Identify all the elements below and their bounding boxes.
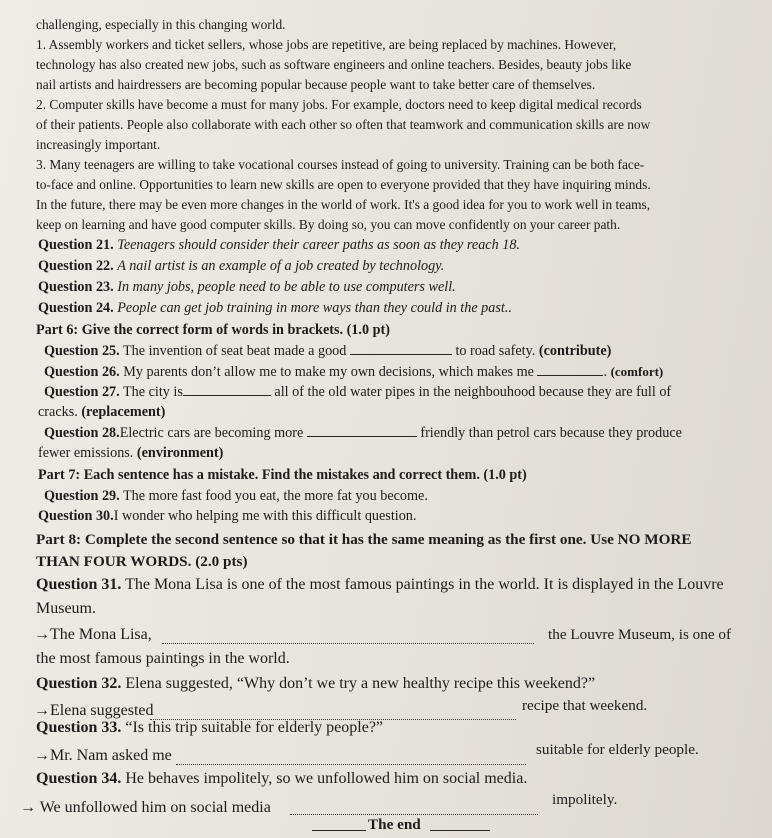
- answer-blank-27[interactable]: [183, 394, 271, 396]
- answer-blank-25[interactable]: [350, 353, 452, 355]
- question-number: Question 21.: [38, 237, 114, 253]
- question-32: [36, 676, 772, 692]
- question-text: In many jobs, people need to be able to use computers well.: [117, 279, 456, 295]
- answer-blank-26[interactable]: [537, 374, 603, 376]
- question-22: [38, 259, 772, 273]
- question-23: [38, 280, 772, 294]
- question-33: [36, 720, 772, 736]
- part-6-heading: Part 6: Give the correct form of words in brackets. (1.0 pt): [36, 322, 390, 338]
- the-end-label: The end: [368, 816, 421, 833]
- part-8-heading: Part 8: Complete the second sentence so that it has the same meaning as the first one. Use NO MORE: [36, 531, 692, 548]
- answer-field-34[interactable]: [290, 813, 538, 815]
- passage-line: of their patients. People also collaborate with each other so often that teamwork and communication skills are now: [36, 117, 651, 132]
- question-text: A nail artist is an example of a job created by technology.: [117, 258, 445, 274]
- answer-field-31[interactable]: [162, 642, 534, 644]
- question-number: Question 22.: [38, 258, 114, 274]
- question-number: Question 26.: [44, 364, 120, 380]
- question-text: I wonder who helping me with this difficult question.: [113, 508, 417, 524]
- q32-answer-lead: →Elena suggested: [34, 702, 154, 719]
- passage-line: 1. Assembly workers and ticket sellers, whose jobs are repetitive, are being replaced by machines. However,: [36, 37, 617, 52]
- question-text: Electric cars are becoming more: [119, 425, 304, 441]
- question-29: [44, 489, 772, 503]
- passage-line: nail artists and hairdressers are becoming popular because people want to take better care of themselves.: [36, 77, 596, 92]
- question-text: .: [603, 364, 608, 380]
- question-text: People can get job training in more ways than they could in the past..: [117, 300, 512, 316]
- q34-answer-tail: impolitely.: [552, 791, 618, 808]
- question-number: Question 31.: [36, 576, 122, 593]
- answer-blank-28[interactable]: [307, 435, 417, 437]
- passage-line: 2. Computer skills have become a must for many jobs. For example, doctors need to keep digital medical records: [36, 97, 642, 112]
- q33-answer-lead: →Mr. Nam asked me: [34, 747, 172, 764]
- q31-answer-lead: →The Mona Lisa,: [34, 626, 152, 643]
- question-text: The Mona Lisa is one of the most famous paintings in the world. It is displayed in the Louvre: [125, 576, 724, 593]
- question-26: [44, 365, 772, 379]
- question-text: The invention of seat beat made a good: [122, 343, 347, 359]
- question-text: to road safety.: [455, 343, 536, 359]
- question-number: Question 28.: [44, 425, 120, 441]
- question-28-cont: [38, 446, 772, 460]
- question-number: Question 23.: [38, 279, 114, 295]
- passage-line: to-face and online. Opportunities to learn new skills are open to everyone provided that they have inquiring minds.: [36, 177, 651, 192]
- question-text: Teenagers should consider their career paths as soon as they reach 18.: [117, 237, 520, 253]
- word-hint: (replacement): [81, 404, 166, 420]
- question-text: He behaves impolitely, so we unfollowed him on social media.: [125, 770, 528, 787]
- word-hint: (comfort): [610, 364, 664, 379]
- question-text: fewer emissions.: [38, 445, 134, 461]
- question-27-cont: [38, 405, 772, 419]
- part-8-heading-cont: THAN FOUR WORDS. (2.0 pts): [36, 553, 248, 570]
- question-number: Question 27.: [44, 384, 120, 400]
- question-31: [36, 577, 772, 593]
- question-number: Question 34.: [36, 770, 122, 787]
- question-number: Question 29.: [44, 488, 120, 504]
- question-number: Question 25.: [44, 343, 120, 359]
- passage-line: technology has also created new jobs, such as software engineers and online teachers. Besides, beauty jobs like: [36, 57, 632, 72]
- question-text: “Is this trip suitable for elderly people?”: [125, 719, 384, 736]
- question-text: cracks.: [38, 404, 78, 420]
- question-21: [38, 238, 772, 252]
- question-number: Question 30.: [38, 508, 114, 524]
- part-7-heading: Part 7: Each sentence has a mistake. Find the mistakes and correct them. (1.0 pt): [38, 467, 527, 483]
- question-31-cont: Museum.: [36, 600, 96, 617]
- q31-answer-tail: the Louvre Museum, is one of: [548, 626, 732, 643]
- q32-answer-tail: recipe that weekend.: [522, 697, 648, 714]
- word-hint: (contribute): [538, 343, 612, 359]
- passage-line: 3. Many teenagers are willing to take vocational courses instead of going to university. Training can be both face-: [36, 157, 645, 172]
- question-34: [36, 771, 772, 787]
- question-text: Elena suggested, “Why don’t we try a new healthy recipe this weekend?”: [125, 675, 596, 692]
- question-number: Question 24.: [38, 300, 114, 316]
- question-number: Question 32.: [36, 675, 122, 692]
- question-text: friendly than petrol cars because they produce: [420, 425, 682, 441]
- question-text: My parents don’t allow me to make my own decisions, which makes me: [123, 364, 534, 380]
- question-text: The city is: [122, 384, 183, 400]
- word-hint: (environment): [136, 445, 224, 461]
- q34-answer-lead: → We unfollowed him on social media: [20, 799, 271, 816]
- question-25: [44, 344, 772, 358]
- question-30: [38, 509, 772, 523]
- passage-line: increasingly important.: [36, 137, 161, 152]
- question-text: all of the old water pipes in the neighbouhood because they are full of: [274, 384, 672, 400]
- question-28: [44, 426, 772, 440]
- question-27: [44, 385, 772, 399]
- passage-line: In the future, there may be even more changes in the world of work. It's a good idea for you to work well in teams,: [36, 197, 651, 212]
- end-divider-left: [312, 829, 366, 831]
- passage-line: keep on learning and have good computer skills. By doing so, you can move confidently on your career path.: [36, 217, 621, 232]
- question-24: [38, 301, 772, 315]
- passage-line: challenging, especially in this changing world.: [36, 17, 286, 32]
- answer-field-33[interactable]: [176, 763, 526, 765]
- end-divider-right: [430, 829, 490, 831]
- q31-answer-cont: the most famous paintings in the world.: [36, 650, 290, 667]
- question-number: Question 33.: [36, 719, 122, 736]
- question-text: The more fast food you eat, the more fat you become.: [122, 488, 428, 504]
- q33-answer-tail: suitable for elderly people.: [536, 741, 699, 758]
